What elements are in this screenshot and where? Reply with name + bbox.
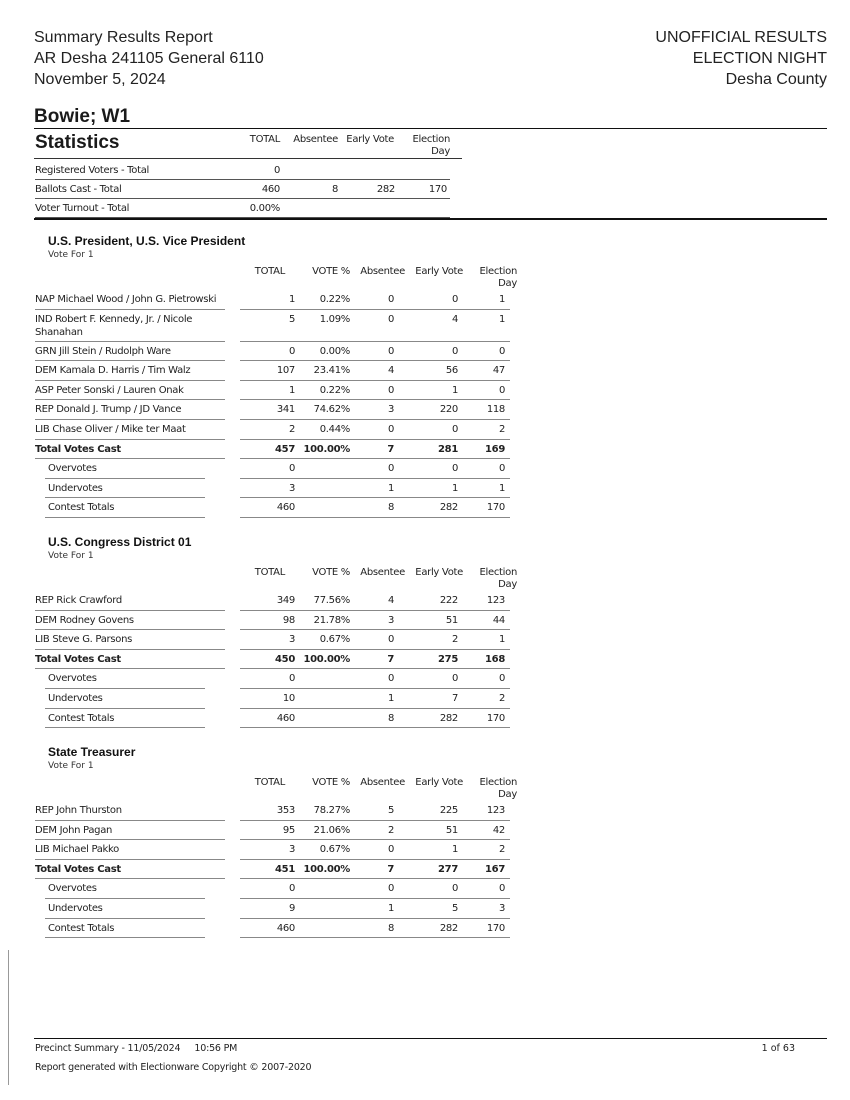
- row-total: 0: [288, 673, 295, 685]
- row-label: [35, 400, 235, 419]
- row-early: 282: [439, 712, 458, 724]
- contest-col-early: Early Vote: [415, 567, 463, 578]
- row-absentee: 0: [387, 673, 394, 685]
- row-absentee: 4: [387, 365, 394, 377]
- row-label: [48, 689, 248, 708]
- row-absentee: 0: [387, 384, 394, 396]
- row-eday: 2: [498, 424, 505, 435]
- row-label: [48, 899, 248, 918]
- row-absentee: 0: [387, 424, 394, 435]
- row-pct: 0.00%: [319, 345, 350, 357]
- row-absentee: 8: [387, 712, 394, 724]
- row-total: 460: [276, 502, 295, 514]
- row-absentee: 7: [387, 863, 394, 875]
- row-early: 51: [445, 614, 458, 626]
- row-label-text: LIB Chase Oliver / Mike ter Maat: [35, 424, 186, 435]
- candidate-row: [35, 290, 515, 310]
- row-label-text: Contest Totals: [48, 922, 115, 934]
- row-absentee: 7: [387, 443, 394, 455]
- candidate-row: [35, 361, 515, 381]
- row-label: [35, 420, 235, 439]
- results-phase: ELECTION NIGHT: [692, 50, 827, 67]
- county-name: Desha County: [725, 71, 827, 88]
- stats-row-total: 0: [273, 165, 280, 176]
- candidate-row: [35, 840, 515, 860]
- row-pct: 0.22%: [319, 384, 350, 396]
- row-eday: 3: [498, 903, 505, 914]
- total-votes-row: [35, 440, 515, 460]
- summary-row: [35, 689, 515, 709]
- row-label: [35, 860, 235, 879]
- page-number: 1 of 63: [761, 1043, 795, 1054]
- row-label: [35, 440, 235, 459]
- row-pct: 100.00%: [303, 653, 350, 665]
- row-early: 4: [451, 313, 458, 325]
- stats-row: [35, 199, 465, 218]
- row-label-text: Overvotes: [48, 883, 97, 895]
- row-early: 0: [451, 424, 458, 435]
- row-label-text: Undervotes: [48, 903, 103, 914]
- contest-col-eday: Election Day: [479, 567, 517, 590]
- row-label: [35, 313, 235, 339]
- stats-row: [35, 161, 465, 180]
- vote-for-label: Vote For 1: [48, 250, 94, 260]
- row-eday: 0: [498, 883, 505, 895]
- row-total: 450: [275, 653, 295, 665]
- row-eday: 0: [498, 345, 505, 357]
- contest-col-early: Early Vote: [415, 266, 463, 277]
- row-absentee: 0: [387, 463, 394, 475]
- report-header-left: [34, 27, 264, 90]
- row-label-text: Undervotes: [48, 482, 103, 494]
- row-pct: 0.67%: [319, 844, 350, 856]
- candidate-row: [35, 310, 515, 342]
- row-total: 460: [276, 922, 295, 934]
- row-total: 3: [288, 844, 295, 856]
- row-eday: 0: [498, 384, 505, 396]
- footer-precinct-summary: Precinct Summary - 11/05/2024 10:56 PM: [35, 1043, 238, 1054]
- row-absentee: 0: [387, 294, 394, 305]
- row-total: 1: [288, 384, 295, 396]
- row-label: [35, 801, 235, 820]
- row-early: 0: [451, 673, 458, 685]
- row-pct: 0.44%: [319, 424, 350, 435]
- row-label: [35, 821, 235, 840]
- row-eday: 168: [485, 653, 505, 665]
- row-pct: 77.56%: [313, 595, 350, 606]
- candidate-row: [35, 400, 515, 420]
- row-absentee: 7: [387, 653, 394, 665]
- row-early: 51: [445, 824, 458, 836]
- row-total: 95: [282, 824, 295, 836]
- row-total: 0: [288, 883, 295, 895]
- row-early: 56: [445, 365, 458, 377]
- row-early: 225: [439, 805, 458, 816]
- row-label-text: DEM John Pagan: [35, 824, 113, 836]
- row-total: 341: [276, 404, 295, 416]
- contest-col-pct: VOTE %: [312, 777, 350, 788]
- candidate-row: [35, 611, 515, 631]
- row-pct: 74.62%: [313, 404, 350, 416]
- row-total: 107: [276, 365, 295, 377]
- row-early: 0: [451, 883, 458, 895]
- row-early: 2: [451, 634, 458, 646]
- report-header-right: [655, 27, 827, 90]
- contest-title: U.S. President, U.S. Vice President: [48, 234, 246, 248]
- row-pct: 78.27%: [313, 805, 350, 816]
- row-underline: [45, 517, 205, 518]
- row-label-text: ASP Peter Sonski / Lauren Onak: [35, 384, 184, 396]
- row-early: 222: [439, 595, 458, 606]
- row-absentee: 8: [387, 502, 394, 514]
- row-eday: 1: [498, 294, 505, 305]
- row-label-text: NAP Michael Wood / John G. Pietrowski: [35, 294, 217, 305]
- row-early: 275: [438, 653, 458, 665]
- row-absentee: 3: [387, 404, 394, 416]
- row-underline-values: [240, 727, 510, 728]
- row-total: 9: [288, 903, 295, 914]
- row-underline: [45, 727, 205, 728]
- row-label: [48, 919, 248, 938]
- row-absentee: 4: [387, 595, 394, 606]
- row-early: 0: [451, 294, 458, 305]
- precinct-title: Bowie; W1: [34, 106, 131, 127]
- row-total: 0: [288, 345, 295, 357]
- row-label-text: Undervotes: [48, 693, 103, 704]
- row-absentee: 0: [387, 313, 394, 325]
- row-label-text: Total Votes Cast: [35, 443, 121, 455]
- row-total: 1: [288, 294, 295, 305]
- row-eday: 169: [485, 443, 505, 455]
- row-label-text: LIB Steve G. Parsons: [35, 634, 133, 646]
- stats-col-total: TOTAL: [249, 134, 280, 145]
- vote-for-label: Vote For 1: [48, 761, 94, 771]
- row-label-text: Contest Totals: [48, 502, 115, 514]
- row-pct: 21.78%: [313, 614, 350, 626]
- row-absentee: 1: [387, 693, 394, 704]
- candidate-row: [35, 381, 515, 401]
- row-underline-values: [240, 517, 510, 518]
- row-label-text: Overvotes: [48, 463, 97, 475]
- row-label: [35, 381, 235, 400]
- row-early: 7: [451, 693, 458, 704]
- scan-edge-line: [8, 950, 9, 1085]
- row-pct: 0.67%: [319, 634, 350, 646]
- vote-for-label: Vote For 1: [48, 551, 94, 561]
- row-label-text: LIB Michael Pakko: [35, 844, 119, 856]
- candidate-row: [35, 630, 515, 650]
- candidate-row: [35, 420, 515, 440]
- contest-col-absentee: Absentee: [360, 266, 405, 277]
- row-eday: 2: [498, 693, 505, 704]
- row-absentee: 0: [387, 345, 394, 357]
- row-label: [48, 709, 248, 728]
- report-title: Summary Results Report: [34, 29, 213, 46]
- candidate-row: [35, 342, 515, 362]
- row-total: 457: [275, 443, 295, 455]
- contest-col-eday: Election Day: [479, 266, 517, 289]
- stats-row-early: 282: [376, 184, 395, 195]
- row-early: 1: [451, 844, 458, 856]
- row-underline: [45, 937, 205, 938]
- row-early: 1: [451, 482, 458, 494]
- contest-col-absentee: Absentee: [360, 567, 405, 578]
- row-label-text: REP John Thurston: [35, 805, 122, 816]
- row-label-text: GRN Jill Stein / Rudolph Ware: [35, 345, 171, 357]
- report-subtitle: AR Desha 241105 General 6110: [34, 50, 264, 67]
- row-eday: 167: [485, 863, 505, 875]
- row-label: [35, 630, 235, 649]
- summary-row: [35, 669, 515, 689]
- row-eday: 1: [498, 482, 505, 494]
- row-label: [48, 498, 248, 517]
- statistics-title: Statistics: [35, 132, 120, 153]
- row-absentee: 2: [387, 824, 394, 836]
- row-pct: 0.22%: [319, 294, 350, 305]
- summary-row: [35, 479, 515, 499]
- stats-row-eday: 170: [428, 184, 447, 195]
- row-eday: 170: [486, 502, 505, 514]
- row-label: [35, 840, 235, 859]
- stats-row-total: 460: [261, 184, 280, 195]
- row-absentee: 1: [387, 903, 394, 914]
- summary-row: [35, 919, 515, 939]
- row-total: 451: [275, 863, 295, 875]
- row-early: 282: [439, 922, 458, 934]
- row-label-text: REP Donald J. Trump / JD Vance: [35, 404, 182, 416]
- row-eday: 170: [486, 712, 505, 724]
- precinct-rule: [34, 128, 827, 129]
- row-label-text: DEM Rodney Govens: [35, 614, 134, 626]
- row-pct: 100.00%: [303, 443, 350, 455]
- stats-row-label: Ballots Cast - Total: [35, 184, 122, 195]
- footer-copyright: Report generated with Electionware Copyright © 2007-2020: [35, 1062, 312, 1073]
- summary-row: [35, 899, 515, 919]
- row-eday: 123: [486, 805, 505, 816]
- stats-col-absentee: Absentee: [293, 134, 338, 145]
- contest-col-pct: VOTE %: [312, 266, 350, 277]
- row-absentee: 0: [387, 634, 394, 646]
- row-eday: 118: [486, 404, 505, 416]
- row-absentee: 3: [387, 614, 394, 626]
- row-eday: 1: [498, 313, 505, 325]
- stats-row: [35, 180, 465, 199]
- row-early: 282: [439, 502, 458, 514]
- row-label: [48, 879, 248, 898]
- row-label: [48, 669, 248, 688]
- contest-title: State Treasurer: [48, 745, 136, 759]
- row-total: 3: [288, 634, 295, 646]
- row-early: 281: [438, 443, 458, 455]
- contest-col-total: TOTAL: [254, 266, 285, 277]
- row-eday: 0: [498, 463, 505, 475]
- row-label-text: IND Robert F. Kennedy, Jr. / Nicole: [35, 313, 193, 325]
- report-date: November 5, 2024: [34, 71, 166, 88]
- row-total: 98: [282, 614, 295, 626]
- row-underline-values: [240, 937, 510, 938]
- row-eday: 170: [486, 922, 505, 934]
- row-total: 3: [288, 482, 295, 494]
- summary-row: [35, 709, 515, 729]
- row-label: [35, 342, 235, 361]
- row-label: [48, 479, 248, 498]
- row-early: 1: [451, 384, 458, 396]
- row-absentee: 0: [387, 883, 394, 895]
- row-eday: 42: [492, 824, 505, 836]
- row-early: 0: [451, 463, 458, 475]
- row-label-text: Overvotes: [48, 673, 97, 685]
- results-status: UNOFFICIAL RESULTS: [655, 29, 827, 46]
- row-eday: 47: [492, 365, 505, 377]
- row-total: 2: [288, 424, 295, 435]
- row-eday: 2: [498, 844, 505, 856]
- stats-row-absentee: 8: [331, 184, 338, 195]
- row-pct: 100.00%: [303, 863, 350, 875]
- stats-bottom-rule: [34, 218, 827, 220]
- row-total: 353: [276, 805, 295, 816]
- contest-col-early: Early Vote: [415, 777, 463, 788]
- footer-rule: [34, 1038, 827, 1039]
- total-votes-row: [35, 650, 515, 670]
- row-eday: 123: [486, 595, 505, 606]
- row-label: [35, 650, 235, 669]
- row-pct: 23.41%: [313, 365, 350, 377]
- stats-row-total: 0.00%: [249, 203, 280, 214]
- summary-row: [35, 498, 515, 518]
- candidate-row: [35, 801, 515, 821]
- row-total: 10: [282, 693, 295, 704]
- row-label-text: REP Rick Crawford: [35, 595, 122, 606]
- row-pct: 21.06%: [313, 824, 350, 836]
- contest-col-total: TOTAL: [254, 777, 285, 788]
- summary-row: [35, 879, 515, 899]
- row-early: 220: [439, 404, 458, 416]
- row-early: 0: [451, 345, 458, 357]
- contest-col-total: TOTAL: [254, 567, 285, 578]
- contest-col-absentee: Absentee: [360, 777, 405, 788]
- row-absentee: 0: [387, 844, 394, 856]
- row-label-text: Total Votes Cast: [35, 653, 121, 665]
- total-votes-row: [35, 860, 515, 880]
- contest-col-pct: VOTE %: [312, 567, 350, 578]
- stats-header-rule: [34, 158, 462, 159]
- row-label: [48, 459, 248, 478]
- row-label: [35, 361, 235, 380]
- contest-col-eday: Election Day: [479, 777, 517, 800]
- row-early: 5: [451, 903, 458, 914]
- candidate-row: [35, 821, 515, 841]
- row-absentee: 1: [387, 482, 394, 494]
- row-label-text-cont: Shanahan: [35, 326, 83, 338]
- row-label: [35, 290, 235, 309]
- summary-row: [35, 459, 515, 479]
- contest-title: U.S. Congress District 01: [48, 535, 192, 549]
- row-label-text: DEM Kamala D. Harris / Tim Walz: [35, 365, 191, 377]
- row-total: 0: [288, 463, 295, 475]
- row-total: 5: [288, 313, 295, 325]
- row-pct: 1.09%: [319, 313, 350, 325]
- row-eday: 44: [492, 614, 505, 626]
- row-absentee: 8: [387, 922, 394, 934]
- row-total: 460: [276, 712, 295, 724]
- row-eday: 1: [498, 634, 505, 646]
- candidate-row: [35, 591, 515, 611]
- row-label-text: Total Votes Cast: [35, 863, 121, 875]
- row-absentee: 5: [387, 805, 394, 816]
- row-eday: 0: [498, 673, 505, 685]
- stats-row-label: Registered Voters - Total: [35, 165, 150, 176]
- row-label: [35, 611, 235, 630]
- stats-col-eday: Election Day: [412, 134, 450, 157]
- row-early: 277: [438, 863, 458, 875]
- row-label: [35, 591, 235, 610]
- row-label-text: Contest Totals: [48, 712, 115, 724]
- stats-col-early: Early Vote: [346, 134, 394, 145]
- stats-row-label: Voter Turnout - Total: [35, 203, 130, 214]
- row-total: 349: [276, 595, 295, 606]
